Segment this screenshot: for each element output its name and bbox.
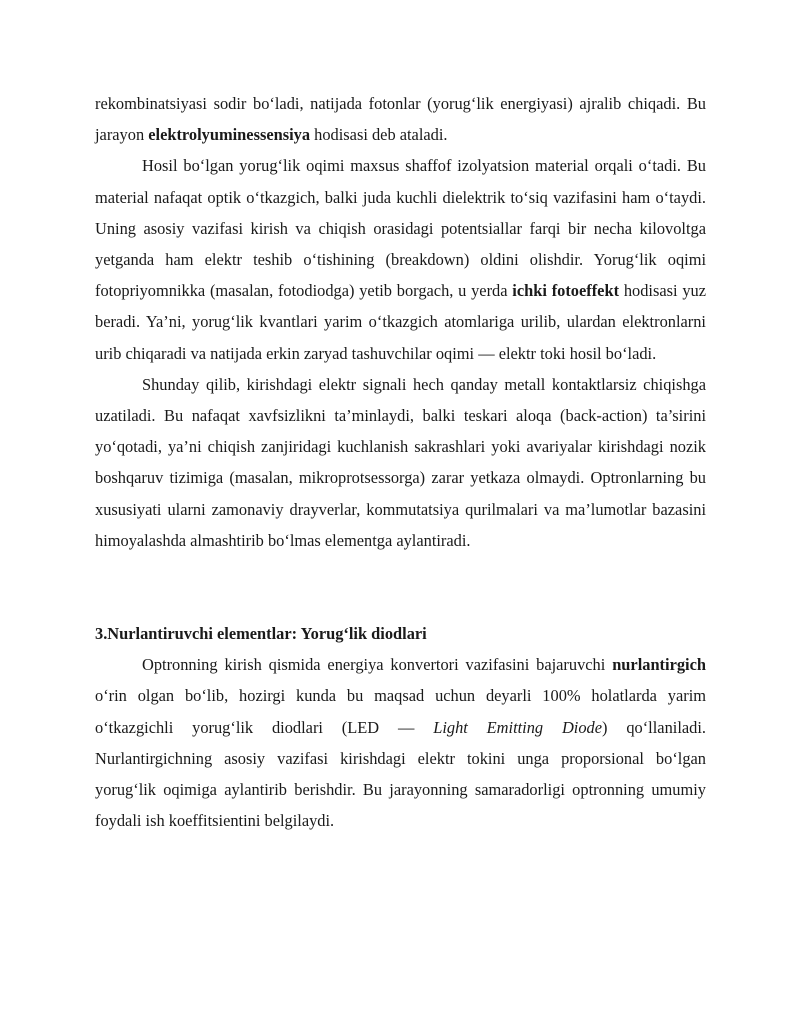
paragraph-light-flow: [95, 150, 706, 368]
paragraph-text: Optronning kirish qismida energiya konvertori vazifasini bajaruvchi: [142, 655, 613, 675]
italic-term: Light Emitting Diode: [433, 717, 603, 737]
document-page: [95, 88, 706, 836]
section-spacer: [95, 556, 706, 618]
section-heading: 3.Nurlantiruvchi elementlar: Yorug‘lik diodlari: [95, 624, 427, 644]
paragraph-text: hodisasi deb ataladi.: [310, 125, 448, 145]
paragraph-text: Shunday qilib, kirishdagi elektr signali hech qanday metall kontaktlarsiz chiqishga uzatiladi. Bu nafaqat xavfsizlikni ta’minlaydi, balki teskari aloqa (back-action) ta’sirini yo‘qotadi, ya’ni chiqish zanjiridagi kuchlanish sakrashlari yoki avariyalar kirishdagi nozik boshqaruv tizimiga (masalan, mikroprotsessorga) zarar yetkaza olmaydi. Optronlarning bu xususiyati ularni zamonaviy drayverlar, kommutatsiya qurilmalari va ma’lumotlar bazasini himoyalashda almashtirib bo‘lmas elementga aylantiradi.: [95, 374, 706, 550]
paragraph-isolation: [95, 369, 706, 556]
paragraph-text: hodisasi yuz beradi. Ya’ni, yorug‘lik kvantlari yarim o‘tkazgich atomlariga urilib, ulardan elektronlarni urib chiqaradi va natijada erkin zaryad tashuvchilar oqimi — elektr toki hosil bo‘ladi.: [95, 281, 706, 363]
paragraph-emitter: [95, 649, 706, 836]
paragraph-text: o‘rin olgan bo‘lib, hozirgi kunda bu maqsad uchun deyarli 100% holatlarda yarim o‘tkazgichli yorug‘lik diodlari (LED —: [95, 686, 706, 737]
paragraph-text: ) qo‘llaniladi. Nurlantirgichning asosiy vazifasi kirishdagi elektr tokini unga proporsional bo‘lgan yorug‘lik oqimiga aylantirib berishdir. Bu jarayonning samaradorligi optronning umumiy foydali ish koeffitsientini belgilaydi.: [95, 717, 706, 831]
bold-term: elektrolyuminessensiya: [148, 125, 311, 145]
bold-term: nurlantirgich: [612, 655, 706, 675]
paragraph-text: Hosil bo‘lgan yorug‘lik oqimi maxsus shaffof izolyatsion material orqali o‘tadi. Bu material nafaqat optik o‘tkazgich, balki juda kuchli dielektrik to‘siq vazifasini ham o‘taydi. Uning asosiy vazifasi kirish va chiqish orasidagi potentsiallar farqi bir necha kilovoltga yetganda ham elektr teshib o‘tishining (breakdown) oldini olishdir. Yorug‘lik oqimi fotopriyomnikka (masalan, fotodiodga) yetib borgach, u yerda: [95, 156, 706, 301]
paragraph-text: rekombinatsiyasi sodir bo‘ladi, natijada fotonlar (yorug‘lik energiyasi) ajralib chiqadi. Bu jarayon: [95, 94, 706, 145]
bold-term: ichki fotoeffekt: [512, 281, 620, 301]
paragraph-electroluminescence: [95, 88, 706, 150]
